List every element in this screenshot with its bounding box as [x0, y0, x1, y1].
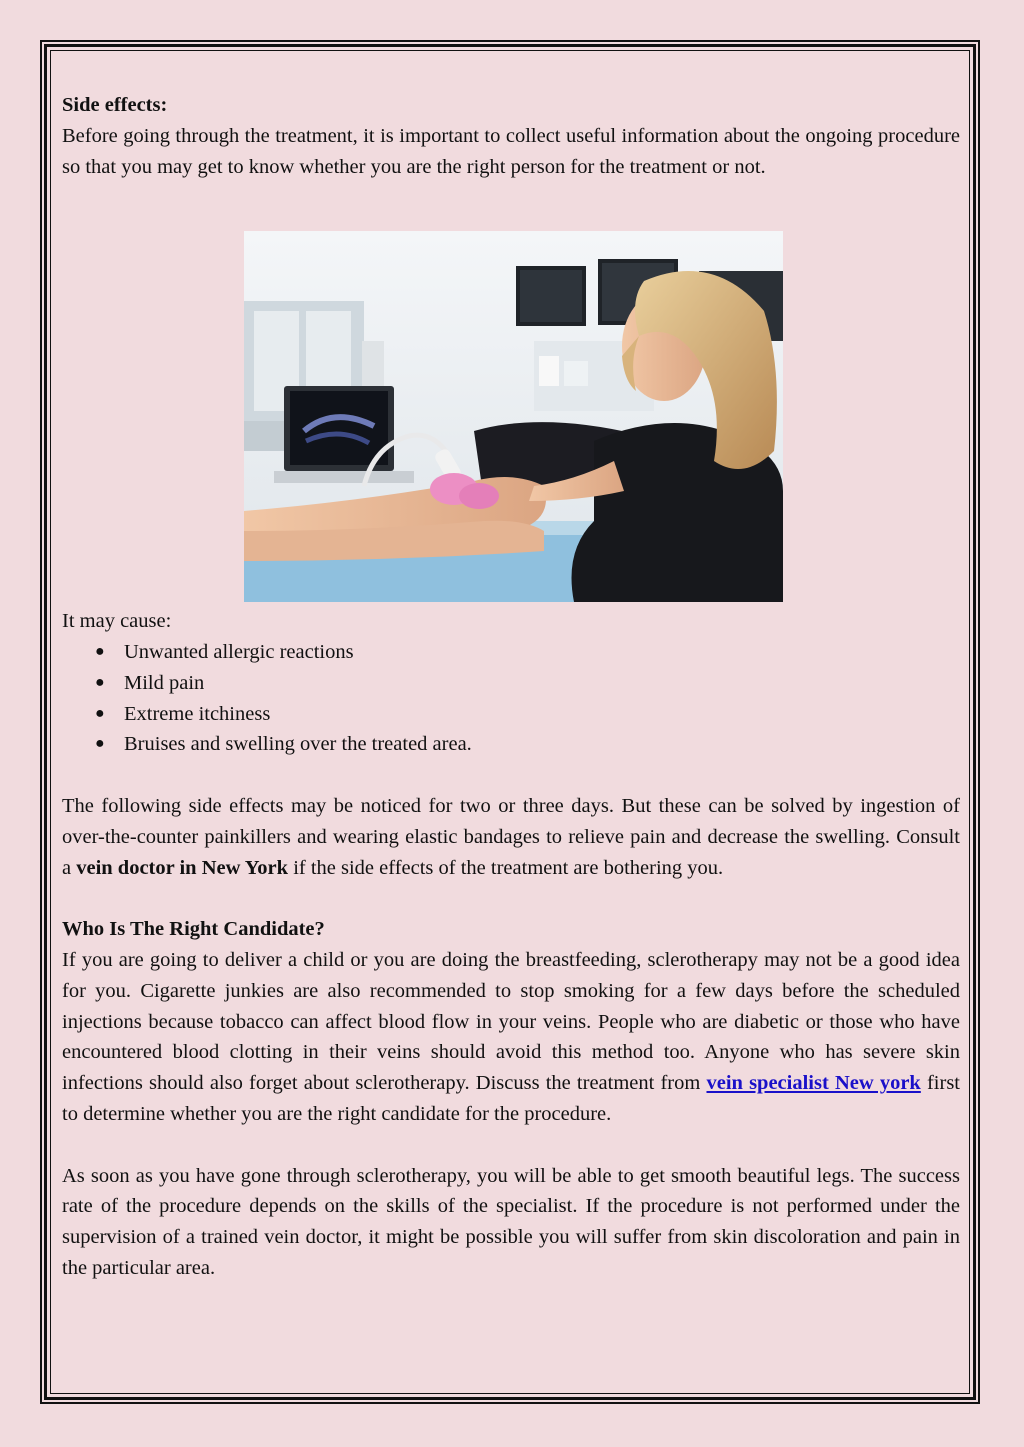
bullet-icon: ● [95, 642, 105, 660]
section-heading-right-candidate: Who Is The Right Candidate? [62, 918, 325, 941]
treatment-photo [244, 231, 783, 602]
list-item: ● Extreme itchiness [62, 699, 960, 730]
intro-paragraph: Before going through the treatment, it is important to collect useful information about the ongoing procedure so that you may get to know whether you are the right person for the treatment or not. [62, 124, 960, 178]
side-effects-list [62, 637, 960, 760]
closing-paragraph: As soon as you have gone through sclerotherapy, you will be able to get smooth beautiful legs. The success rate of the procedure depends on the skills of the specialist. If the procedure is not performed under the supervision of a trained vein doctor, it might be possible you will suffer from skin discoloration and pain in the particular area. [62, 1164, 960, 1279]
list-item: ● Bruises and swelling over the treated area. [62, 729, 960, 760]
candidate-paragraph: If you are going to deliver a child or you are doing the breastfeeding, sclerotherapy may not be a good idea for you. Cigarette junkies are also recommended to stop smoking for a few days before the scheduled injections because tobacco can affect blood flow in your veins. People who are diabetic or those who have encountered blood clotting in their veins should avoid this method too. Anyone who has severe skin infections should also forget about sclerotherapy. Discuss the treatment from vein specialist New york first to determine whether you are the right candidate for the procedure. [62, 948, 961, 1125]
list-item: ● Unwanted allergic reactions [62, 637, 960, 668]
bullet-icon: ● [95, 673, 105, 691]
document-body [62, 90, 960, 1284]
spacer [62, 1130, 960, 1161]
spacer [62, 760, 960, 791]
spacer [62, 883, 960, 914]
bullet-icon: ● [95, 704, 105, 722]
section-heading-side-effects: Side effects: [62, 94, 168, 116]
bullet-icon: ● [95, 735, 105, 753]
side-effects-paragraph: The following side effects may be noticed for two or three days. But these can be solved by ingestion of over-the-counter painkillers and wearing elastic bandages to relieve pain and decrease the swelling. Consult a vein doctor in New York if the side effects of the treatment are bothering you. [62, 794, 960, 879]
vein-specialist-link[interactable]: vein specialist New york [706, 1072, 921, 1095]
spacer [62, 182, 960, 213]
list-item: ● Mild pain [62, 668, 960, 699]
photo-vein-ultrasound-treatment-icon [244, 231, 783, 602]
vein-doctor-emphasis: vein doctor in New York [76, 856, 289, 879]
list-intro: It may cause: [62, 610, 172, 633]
